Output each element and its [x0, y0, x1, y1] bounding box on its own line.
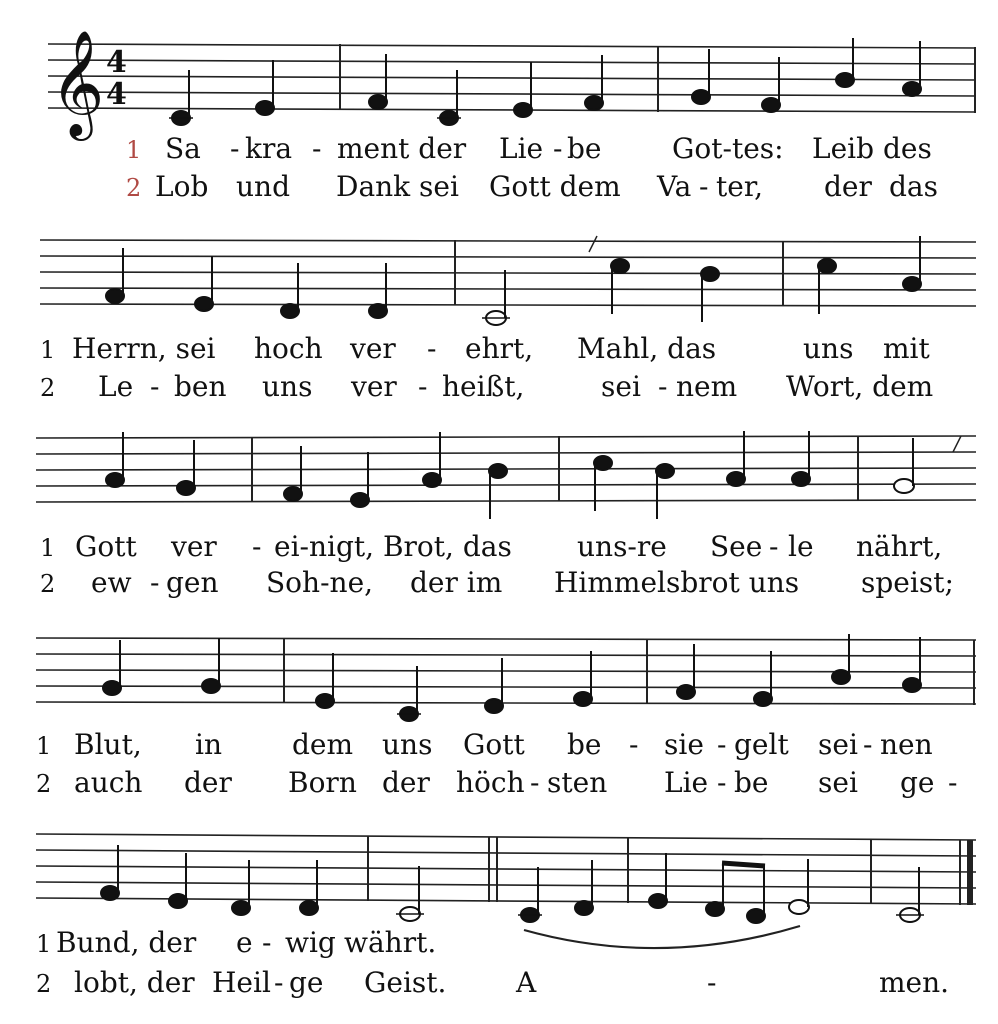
lyric-syllable: Heil [212, 966, 271, 999]
half-note [894, 479, 914, 493]
lyric-hyphen: - [262, 926, 272, 959]
note [256, 101, 274, 115]
note [706, 902, 724, 916]
note [575, 901, 593, 915]
note [792, 472, 810, 486]
lyric-syllable: ge [289, 966, 324, 999]
note [281, 304, 299, 318]
lyric-syllable: Got-tes: [672, 132, 784, 165]
lyric-syllable: mit [883, 332, 930, 365]
breath-mark [589, 236, 597, 252]
lyric-syllable: speist; [861, 566, 954, 599]
lyric-hyphen: - [717, 728, 727, 761]
note [316, 694, 334, 708]
lyric-syllable: Lob [155, 170, 209, 203]
lyric-syllable: der [184, 766, 232, 799]
lyric-syllable: Born [288, 766, 357, 799]
note [656, 464, 674, 478]
lyric-syllable: ge [900, 766, 935, 799]
lyrics [126, 132, 938, 203]
lyric-syllable: lobt, der [74, 966, 195, 999]
lyric-syllable: Lie [499, 132, 544, 165]
lyric-syllable: Leib des [812, 132, 932, 165]
lyric-syllable: nem [676, 370, 738, 403]
note [202, 679, 220, 693]
note [284, 487, 302, 501]
lyric-syllable: das [889, 170, 938, 203]
note [754, 692, 772, 706]
lyric-hyphen: - [312, 132, 322, 165]
verse-number-2: 2 [36, 970, 52, 998]
lyrics [36, 926, 949, 999]
note [232, 901, 250, 915]
lyric-hyphen: - [658, 370, 668, 403]
breath-mark [953, 436, 961, 452]
note [903, 277, 921, 291]
lyric-syllable: der [382, 766, 430, 799]
note [903, 82, 921, 96]
lyric-hyphen: - [252, 530, 262, 563]
lyric-syllable: uns [262, 370, 313, 403]
lyric-syllable: nährt, [856, 530, 943, 563]
lyric-syllable: e [236, 926, 253, 959]
lyric-hyphen: - [717, 766, 727, 799]
lyrics [40, 530, 954, 599]
time-signature-top: 4 [106, 45, 127, 80]
lyric-syllable: Gott [75, 530, 137, 563]
lyric-syllable: Va [657, 170, 692, 203]
lyric-syllable: be [567, 728, 602, 761]
note [195, 297, 213, 311]
lyric-syllable: ver [351, 370, 397, 403]
lyric-syllable: in [195, 728, 222, 761]
lyric-syllable: Bund, der [56, 926, 197, 959]
lyric-syllable: sie [664, 728, 704, 761]
lyric-syllable: gen [166, 566, 219, 599]
lyric-syllable: ter, [716, 170, 764, 203]
lyric-syllable: uns [803, 332, 854, 365]
note [489, 464, 507, 478]
note [574, 692, 592, 706]
note [649, 894, 667, 908]
lyric-syllable: Geist. [364, 966, 447, 999]
lyric-syllable: heißt, [442, 370, 525, 403]
lyric-hyphen: - [150, 566, 160, 599]
lyric-syllable: be [734, 766, 769, 799]
note [585, 96, 603, 110]
lyric-syllable: der [824, 170, 872, 203]
note [514, 103, 532, 117]
note [103, 681, 121, 695]
lyric-syllable: Herrn, sei [72, 332, 216, 365]
lyric-syllable: auch [74, 766, 143, 799]
lyric-syllable: le [788, 530, 814, 563]
system-2 [40, 236, 976, 403]
lyric-hyphen: - [150, 370, 160, 403]
lyric-syllable: Himmelsbrot uns [554, 566, 800, 599]
lyric-syllable: Le [98, 370, 134, 403]
lyric-syllable: See [710, 530, 763, 563]
lyric-syllable: Soh-ne, [266, 566, 374, 599]
lyric-hyphen: - [274, 966, 284, 999]
lyric-syllable: Lie [664, 766, 709, 799]
system-1 [48, 29, 976, 203]
lyric-syllable: ehrt, [465, 332, 534, 365]
lyric-syllable: A [516, 966, 537, 999]
lyric-syllable: Dank sei [336, 170, 459, 203]
note [106, 473, 124, 487]
note [369, 304, 387, 318]
note [611, 259, 629, 273]
note [903, 678, 921, 692]
time-signature-bottom: 4 [106, 77, 127, 112]
lyric-hyphen: - [863, 728, 873, 761]
notes [106, 431, 914, 519]
note [169, 894, 187, 908]
note [300, 901, 318, 915]
lyric-hyphen: - [230, 132, 240, 165]
beam [722, 863, 765, 866]
lyric-syllable: höch [456, 766, 525, 799]
lyric-syllable: men. [879, 966, 950, 999]
note [762, 98, 780, 112]
note [727, 472, 745, 486]
lyric-syllable: sten [547, 766, 608, 799]
note [485, 699, 503, 713]
lyric-syllable: sei [818, 766, 858, 799]
notes [106, 236, 921, 325]
lyric-syllable: Mahl, das [577, 332, 717, 365]
lyric-hyphen: - [553, 132, 563, 165]
lyric-syllable: ben [174, 370, 227, 403]
system-3 [36, 431, 976, 599]
verse-number-2: 2 [40, 570, 56, 598]
lyric-syllable: Gott dem [489, 170, 621, 203]
lyric-syllable: währt. [344, 926, 437, 959]
verse-number-1: 1 [40, 534, 56, 562]
lyric-syllable: kra [245, 132, 293, 165]
lyric-syllable: Wort, dem [786, 370, 934, 403]
note [594, 456, 612, 470]
lyric-syllable: hoch [254, 332, 323, 365]
lyric-syllable: uns [382, 728, 433, 761]
system-4 [36, 634, 976, 799]
verse-number-1: 1 [36, 732, 52, 760]
note [101, 886, 119, 900]
verse-number-2: 2 [36, 770, 52, 798]
verse-number-1: 1 [36, 930, 52, 958]
lyric-hyphen: - [418, 370, 428, 403]
lyric-syllable: Blut, [74, 728, 142, 761]
note [747, 909, 765, 923]
note [177, 481, 195, 495]
lyric-hyphen: - [530, 766, 540, 799]
note [692, 90, 710, 104]
notes [103, 634, 921, 721]
note [832, 670, 850, 684]
lyric-syllable: be [567, 132, 602, 165]
verse-number-1: 1 [126, 136, 142, 164]
lyric-syllable: Sa [165, 132, 201, 165]
lyrics [36, 728, 957, 799]
note [818, 259, 836, 273]
lyric-syllable: ver [171, 530, 217, 563]
lyric-syllable: uns-re [577, 530, 667, 563]
note [423, 473, 441, 487]
system-5 [36, 834, 976, 999]
verse-number-2: 2 [40, 374, 56, 402]
lyric-syllable: sei [818, 728, 858, 761]
note [351, 493, 369, 507]
lyric-hyphen: - [699, 170, 709, 203]
lyric-hyphen: - [769, 530, 779, 563]
lyric-syllable: wig [285, 926, 336, 959]
note [677, 685, 695, 699]
lyric-syllable: gelt [734, 728, 789, 761]
lyric-syllable: sei [601, 370, 641, 403]
lyric-hyphen: - [707, 966, 717, 999]
half-note [789, 900, 809, 914]
note [106, 289, 124, 303]
note [369, 95, 387, 109]
verse-number-1: 1 [40, 336, 56, 364]
treble-clef-icon: 𝄞 [50, 29, 105, 136]
lyric-hyphen: - [427, 332, 437, 365]
lyric-syllable: ver [350, 332, 396, 365]
note [836, 73, 854, 87]
lyric-syllable: ei-nigt, Brot, das [274, 530, 512, 563]
staff-lines [40, 240, 976, 306]
lyric-syllable: ew [91, 566, 132, 599]
lyric-syllable: dem [292, 728, 354, 761]
lyric-syllable: nen [880, 728, 933, 761]
lyric-syllable: ment der [337, 132, 467, 165]
slur [524, 926, 800, 948]
lyric-syllable: und [236, 170, 290, 203]
lyric-hyphen: - [948, 766, 958, 799]
lyric-syllable: Gott [463, 728, 525, 761]
lyrics [40, 332, 933, 403]
lyric-hyphen: - [629, 728, 639, 761]
verse-number-2: 2 [126, 174, 142, 202]
note [701, 267, 719, 281]
lyric-syllable: der im [410, 566, 503, 599]
